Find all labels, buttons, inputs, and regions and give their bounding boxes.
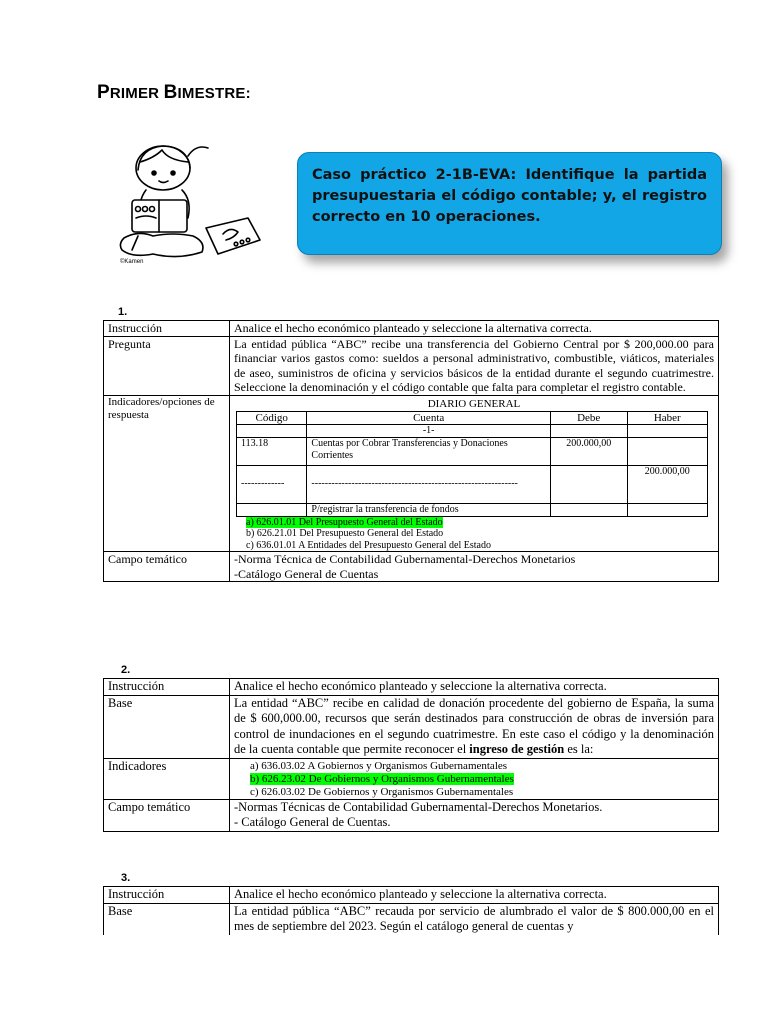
q3-base: La entidad pública “ABC” recauda por servicio de alumbrado el valor de $ 800.000,00 en el mes de septiembre del 2023. Según el catálogo general de cuentas y <box>230 903 719 935</box>
q3-base-label: Base <box>104 903 230 935</box>
diario-empty <box>627 503 708 516</box>
q2-campo-line-2: - Catálogo General de Cuentas. <box>234 815 391 829</box>
q2-base-label: Base <box>104 695 230 758</box>
q2-campo-line-1: -Normas Técnicas de Contabilidad Gubernamental-Derechos Monetarios. <box>234 799 603 814</box>
diario-header-debe: Debe <box>550 411 627 424</box>
diario-row1-codigo: 113.18 <box>237 437 307 465</box>
diario-empty <box>237 503 307 516</box>
q1-pregunta: La entidad pública “ABC” recibe una transferencia del Gobierno Central por $ 200,000.00 para financiar varios gastos como: sueldos a personal administrativo, combustible, viáticos, materiales de aseo, suministros de oficina y servicios básicos de la entidad durante el segundo cuatrimestre. Seleccione la denominación y el código contable que falta para completar el registro contable. <box>230 336 719 395</box>
diario-empty <box>237 424 307 437</box>
q2-instruccion: Analice el hecho económico planteado y seleccione la alternativa correcta. <box>230 679 719 696</box>
diario-empty <box>550 424 627 437</box>
child-reading-illustration <box>118 140 268 265</box>
diario-empty <box>627 424 708 437</box>
q1-campo-line-2: -Catálogo General de Cuentas <box>234 566 379 581</box>
q2-instruccion-label: Instrucción <box>104 679 230 696</box>
q1-indicadores-label: Indicadores/opciones de respuesta <box>104 395 230 552</box>
question-2-table <box>103 678 719 832</box>
q2-campo-label: Campo temático <box>104 799 230 831</box>
case-callout: Caso práctico 2-1B-EVA: Identifique la partida presupuestaria el código contable; y, el registro correcto en 10 operaciones. <box>297 152 722 255</box>
diario-header-codigo: Código <box>237 411 307 424</box>
question-3-number: 3. <box>121 872 131 884</box>
diario-row1-debe: 200.000,00 <box>550 437 627 465</box>
diario-header-cuenta: Cuenta <box>307 411 551 424</box>
diario-row2-codigo: ------------- <box>237 465 307 503</box>
q2-option-b[interactable]: b) 626.23.02 De Gobiernos y Organismos Gubernamentales <box>250 772 514 785</box>
diario-general-table <box>236 411 708 517</box>
q1-instruccion: Analice el hecho económico planteado y seleccione la alternativa correcta. <box>230 321 719 337</box>
diario-row1-cuenta: Cuentas por Cobrar Transferencias y Donaciones Corrientes <box>307 437 551 465</box>
q2-option-a[interactable]: a) 636.03.02 A Gobiernos y Organismos Gubernamentales <box>250 759 508 772</box>
q2-base: La entidad “ABC” recibe en calidad de donación procedente del gobierno de España, la suma de $ 600,000.00, recursos que serán destinados para construcción de obras de inversión para control de inundaciones en el segundo cuatrimestre. En este caso el código y la denominación de la cuenta contable que permite reconocer el <box>234 695 714 756</box>
diario-header-haber: Haber <box>627 411 708 424</box>
title-initial-1: P <box>97 82 110 103</box>
q1-option-b[interactable]: b) 626.21.01 Del Presupuesto General del Estado <box>246 528 444 539</box>
page-title <box>97 82 251 104</box>
title-initial-2: B <box>163 82 178 103</box>
q3-instruccion: Analice el hecho económico planteado y seleccione la alternativa correcta. <box>230 887 719 904</box>
diario-row1-haber <box>627 437 708 465</box>
q2-base-end: es la: <box>564 742 594 756</box>
q1-campo-label: Campo temático <box>104 552 230 582</box>
q1-instruccion-label: Instrucción <box>104 321 230 337</box>
q2-base-bold: ingreso de gestión <box>469 742 565 756</box>
title-rest-1: RIMER <box>109 85 164 102</box>
q1-option-a[interactable]: a) 626.01.01 Del Presupuesto General del Estado <box>246 516 443 528</box>
q1-pregunta-label: Pregunta <box>104 336 230 395</box>
question-2-number: 2. <box>121 664 131 676</box>
question-3-table <box>103 886 719 935</box>
q2-option-c[interactable]: c) 626.03.02 De Gobiernos y Organismos Gubernamentales <box>250 785 514 798</box>
diario-glosa: P/registrar la transferencia de fondos <box>307 503 551 516</box>
diario-title: DIARIO GENERAL <box>427 397 521 410</box>
q3-instruccion-label: Instrucción <box>104 887 230 904</box>
q1-option-c[interactable]: c) 636.01.01 A Entidades del Presupuesto General del Estado <box>246 539 491 551</box>
diario-entry-number: -1- <box>307 424 551 437</box>
q2-indicadores-label: Indicadores <box>104 758 230 799</box>
q1-campo-line-1: -Norma Técnica de Contabilidad Gubernamental-Derechos Monetarios <box>234 552 576 566</box>
question-1-table <box>103 320 719 582</box>
title-rest-2: IMESTRE: <box>177 85 251 102</box>
illustration-caption: ©Kamen <box>120 259 144 265</box>
diario-row2-debe <box>550 465 627 503</box>
diario-row2-haber: 200.000,00 <box>627 465 708 503</box>
question-1-number: 1. <box>118 306 128 318</box>
diario-empty <box>550 503 627 516</box>
diario-row2-cuenta: -------------------------------------------------------------- <box>307 465 551 503</box>
